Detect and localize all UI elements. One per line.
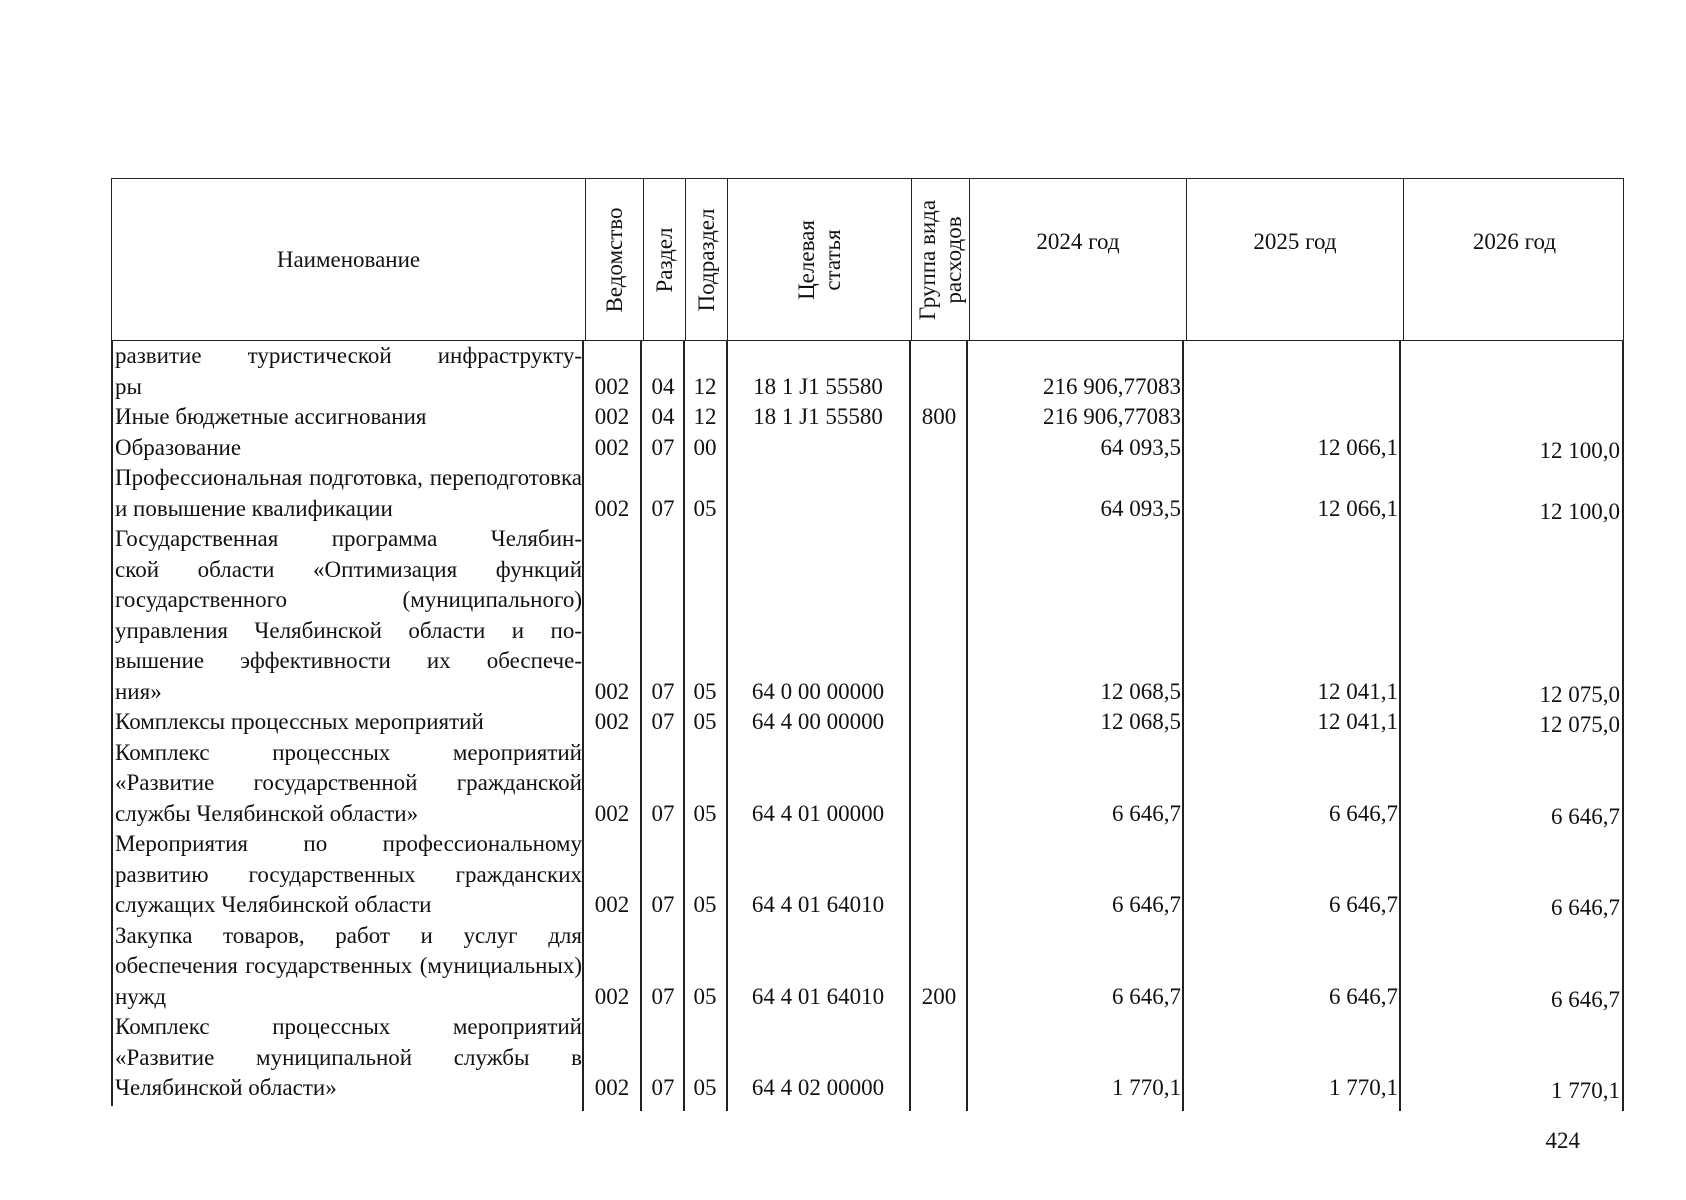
header-2025-cell (1186, 179, 1403, 340)
row-podrazdel: 05 (693, 678, 717, 704)
header-tselevaya-line1: Целевая (793, 219, 819, 300)
row-name-line: службы Челябинской области» (115, 800, 419, 826)
row-name-line: Комплексы процессных мероприятий (115, 709, 484, 734)
page-number: 424 (1545, 1128, 1580, 1153)
row-value-2026: 12 075,0 (1539, 681, 1620, 707)
header-gruppa-cell (911, 179, 969, 340)
row-name (115, 463, 582, 524)
row-value-2025: 12 066,1 (1317, 495, 1398, 521)
row-tselevaya-statya: 64 4 00 00000 (751, 709, 885, 734)
row-vedomstvo: 002 (594, 709, 630, 734)
row-name-line: Профессиональная подготовка, переподготовка и повышение квалификации (115, 465, 582, 521)
row-name (115, 738, 582, 830)
row-razdel: 07 (651, 983, 675, 1009)
row-razdel: 07 (651, 709, 675, 734)
row-name-line: ния» (115, 678, 162, 704)
row-value-2025: 12 041,1 (1317, 709, 1398, 734)
header-2026-cell (1403, 179, 1625, 340)
row-value-2024: 6 646,7 (1112, 983, 1181, 1009)
row-razdel: 07 (651, 1075, 675, 1100)
row-value-2026: 1 770,1 (1551, 1078, 1620, 1103)
row-razdel: 07 (651, 434, 675, 460)
row-name-line: Закупка товаров, работ и услуг для (115, 922, 582, 948)
row-value-2025: 6 646,7 (1329, 800, 1398, 826)
header-tselevaya (794, 220, 846, 300)
row-tselevaya-statya: 18 1 J1 55580 (753, 373, 883, 399)
table-row (111, 921, 1624, 1013)
row-podrazdel: 00 (693, 434, 717, 460)
row-vedomstvo: 002 (594, 678, 630, 704)
row-gruppa: 800 (921, 404, 957, 429)
row-vedomstvo: 002 (594, 892, 630, 917)
row-name-line: Государственная программа Челябин- (115, 526, 582, 551)
row-name-line: служащих Челябинской области (115, 892, 432, 917)
row-tselevaya-statya: 64 4 01 64010 (751, 892, 885, 917)
row-name-line: управления Челябинской области и по- (115, 617, 582, 643)
row-razdel: 04 (651, 404, 675, 429)
table-row (111, 433, 1624, 464)
table-row (111, 1012, 1624, 1104)
row-vedomstvo: 002 (594, 1075, 630, 1100)
row-name (115, 1012, 582, 1104)
header-2025: 2025 год (1253, 229, 1337, 254)
row-value-2025: 12 041,1 (1317, 678, 1398, 704)
row-name-line: развитию государственных гражданских (115, 861, 582, 887)
header-razdel: Раздел (651, 226, 677, 293)
row-name-line: ры (115, 373, 142, 399)
row-razdel: 04 (651, 373, 675, 399)
row-vedomstvo: 002 (594, 983, 630, 1009)
row-name-line: «Развитие государственной гражданской (115, 770, 582, 795)
row-value-2024: 64 093,5 (1100, 495, 1181, 521)
header-podrazdel: Подраздел (693, 208, 719, 311)
row-podrazdel: 12 (693, 404, 717, 429)
table-row (111, 463, 1624, 524)
row-name-line: Комплекс процессных мероприятий (115, 1014, 582, 1039)
row-value-2024: 6 646,7 (1112, 800, 1181, 826)
header-tselevaya-cell (727, 179, 911, 340)
row-value-2026: 12 100,0 (1539, 498, 1620, 524)
row-value-2024: 12 068,5 (1100, 678, 1181, 704)
row-value-2025: 6 646,7 (1329, 983, 1398, 1009)
header-2024-cell (969, 179, 1186, 340)
row-value-2024: 64 093,5 (1100, 434, 1181, 460)
row-value-2024: 216 906,77083 (1043, 373, 1181, 399)
row-name (115, 829, 582, 921)
row-name-line: обеспечения государственных (мунициальных) нужд (115, 953, 582, 1009)
row-value-2026: 6 646,7 (1551, 986, 1620, 1012)
row-value-2026: 12 075,0 (1539, 712, 1620, 737)
row-razdel: 07 (651, 892, 675, 917)
row-value-2026: 6 646,7 (1551, 803, 1620, 829)
row-name-line: Иные бюджетные ассигнования (115, 404, 427, 429)
row-podrazdel: 05 (693, 800, 717, 826)
row-name (115, 921, 582, 1013)
header-tselevaya-line2: статья (819, 228, 845, 291)
row-podrazdel: 05 (693, 1075, 717, 1100)
row-value-2026: 12 100,0 (1539, 437, 1620, 463)
row-tselevaya-statya: 64 4 02 00000 (751, 1075, 885, 1100)
table-row (111, 738, 1624, 830)
table-row (111, 829, 1624, 921)
header-2026: 2026 год (1472, 229, 1557, 254)
row-name-line: Комплекс процессных мероприятий (115, 739, 582, 765)
row-razdel: 07 (651, 495, 675, 521)
row-tselevaya-statya: 64 4 01 64010 (751, 983, 885, 1009)
table-row (111, 402, 1624, 433)
header-name-cell (112, 179, 585, 340)
row-podrazdel: 05 (693, 983, 717, 1009)
row-gruppa: 200 (921, 983, 957, 1009)
row-vedomstvo: 002 (594, 404, 630, 429)
row-name-line: ской области «Оптимизация функций (115, 556, 582, 582)
row-value-2025: 1 770,1 (1329, 1075, 1398, 1100)
row-name (115, 707, 582, 738)
header-gruppa-line1: Группа вида (914, 199, 940, 320)
row-name-line: Образование (115, 434, 242, 460)
row-name-line: вышение эффективности их обеспече- (115, 648, 582, 673)
row-podrazdel: 12 (693, 373, 717, 399)
row-podrazdel: 05 (693, 709, 717, 734)
row-value-2024: 1 770,1 (1112, 1075, 1181, 1100)
row-vedomstvo: 002 (594, 434, 630, 460)
header-gruppa-line2: расходов (940, 215, 966, 304)
row-vedomstvo: 002 (594, 800, 630, 826)
row-podrazdel: 05 (693, 892, 717, 917)
row-name-line: Мероприятия по профессиональному (115, 831, 582, 856)
row-razdel: 07 (651, 800, 675, 826)
row-value-2025: 12 066,1 (1317, 434, 1398, 460)
header-vedomstvo-cell (585, 179, 643, 340)
row-name-line: «Развитие муниципальной службы в Челябинской области» (115, 1044, 582, 1100)
header-vedomstvo: Ведомство (601, 206, 627, 313)
row-name-line: государственного (муниципального) (115, 587, 582, 612)
table-row (111, 524, 1624, 707)
row-name (115, 433, 582, 464)
row-name (115, 402, 582, 433)
table-row (111, 341, 1624, 402)
row-tselevaya-statya: 64 0 00 00000 (751, 678, 885, 704)
row-name (115, 341, 582, 402)
row-name-line: развитие туристической инфраструкту- (115, 343, 582, 368)
row-value-2024: 216 906,77083 (1043, 404, 1181, 429)
header-2024: 2024 год (1036, 229, 1120, 254)
row-tselevaya-statya: 18 1 J1 55580 (753, 404, 883, 429)
row-vedomstvo: 002 (594, 373, 630, 399)
table-row (111, 707, 1624, 738)
row-value-2026: 6 646,7 (1551, 895, 1620, 920)
row-value-2024: 6 646,7 (1112, 892, 1181, 917)
row-podrazdel: 05 (693, 495, 717, 521)
row-name (115, 524, 582, 707)
header-podrazdel-cell (685, 179, 727, 340)
row-value-2025: 6 646,7 (1329, 892, 1398, 917)
table-header (111, 178, 1624, 341)
header-name: Наименование (276, 246, 421, 272)
row-value-2024: 12 068,5 (1100, 709, 1181, 734)
row-tselevaya-statya: 64 4 01 00000 (751, 800, 885, 826)
row-razdel: 07 (651, 678, 675, 704)
header-gruppa (915, 199, 967, 319)
header-razdel-cell (643, 179, 685, 340)
row-vedomstvo: 002 (594, 495, 630, 521)
